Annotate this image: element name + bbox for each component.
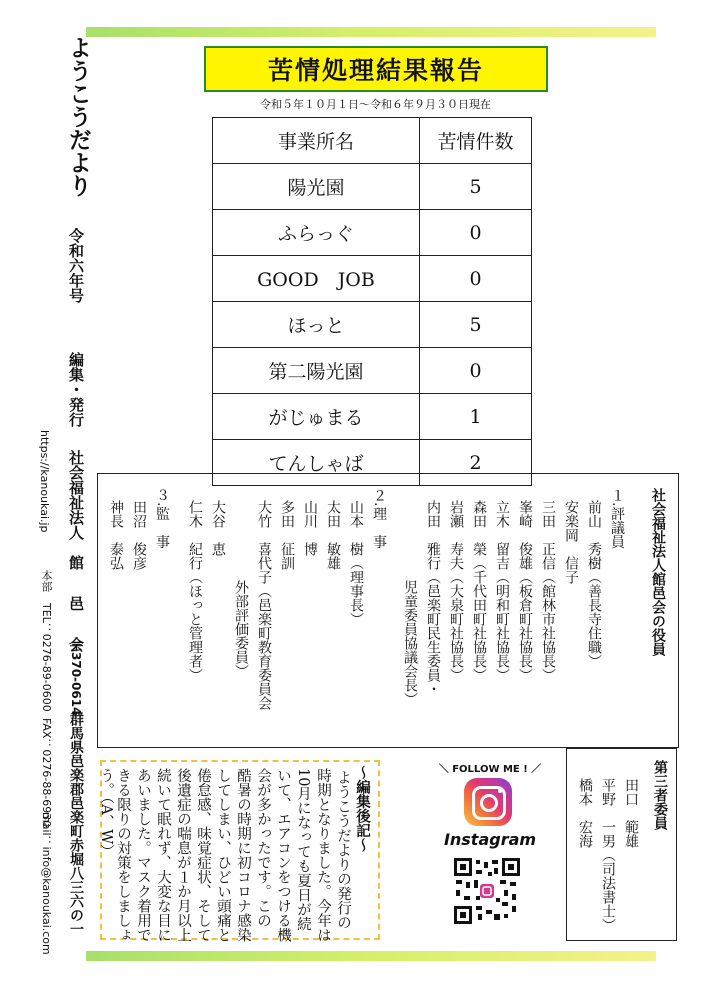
address: 群馬県邑楽郡邑楽町赤堀八三六の一 xyxy=(68,712,84,936)
third-party-member: 田口 範雄 xyxy=(623,778,639,848)
member-line: 山本 樹（理事長） xyxy=(348,500,364,626)
postal-code: 〒370-0614 xyxy=(69,640,83,716)
complaint-count: 0 xyxy=(420,210,532,256)
report-title-box xyxy=(204,46,548,92)
note-line: う。（A、W） xyxy=(98,768,114,859)
member-line: 神長 泰弘 xyxy=(108,500,124,570)
facility-name: ふらっぐ xyxy=(213,210,420,256)
complaint-count: 2 xyxy=(420,440,532,486)
facility-name: がじゅまる xyxy=(213,394,420,440)
table-row xyxy=(213,164,532,210)
note-line: ようこうだよりの発行の xyxy=(335,770,351,930)
follow-slash-left: ＼ xyxy=(438,764,453,775)
note-line: 続いて眠れず、大変な目に xyxy=(155,768,171,942)
third-party-member: 平野 一男（司法書士） xyxy=(600,778,616,932)
note-line: 後遺症の喘息が１か月以上 xyxy=(175,768,191,942)
qr-code-icon[interactable] xyxy=(454,858,520,924)
table-row xyxy=(213,210,532,256)
follow-me-label: FOLLOW ME ! xyxy=(452,764,528,775)
issue-label: 令和六年号 xyxy=(67,228,85,303)
table-row xyxy=(213,394,532,440)
top-decor-bar xyxy=(86,27,656,37)
note-line: 倦怠感、味覚症状、そして xyxy=(195,768,211,942)
follow-me-text xyxy=(432,760,548,775)
tel-number: TEL：0276-89-0600 xyxy=(40,603,53,712)
note-line: 会が多かったです。この xyxy=(255,768,271,928)
report-title: 苦情処理結果報告 xyxy=(267,56,484,85)
complaint-count: 5 xyxy=(420,164,532,210)
follow-slash-right: ／ xyxy=(527,764,542,775)
report-period: 令和５年１０月１日～令和６年９月３０日現在 xyxy=(260,98,491,111)
member-line: 森田 榮（千代田町社協長） xyxy=(471,500,487,682)
facility-name: てんしゃば xyxy=(213,440,420,486)
complaint-count: 1 xyxy=(420,394,532,440)
note-line: 酷暑の時期に初コロナ感染 xyxy=(235,768,251,942)
editor-note-heading: ～編集後記～ xyxy=(354,765,370,852)
note-line: 時期となりました。今年は xyxy=(315,768,331,942)
note-line: あいました。マスク着用で xyxy=(135,768,151,942)
member-line: 児童委員協議会長） xyxy=(402,580,418,706)
member-line: ２.理 事 xyxy=(371,488,387,549)
note-line: きる限りの対策をしましょ xyxy=(115,768,131,942)
publisher-name: 館 邑 会 xyxy=(67,555,85,656)
member-line: 多田 征訓 xyxy=(279,500,295,570)
member-line: 外部評価委員） xyxy=(233,580,249,678)
third-party-member: 橋本 宏海 xyxy=(577,778,593,848)
complaint-count: 5 xyxy=(420,302,532,348)
mail-address[interactable]: mail：info@kanoukai.com xyxy=(40,812,53,955)
website-url[interactable]: https://kanoukai.jp xyxy=(38,430,51,533)
table-row xyxy=(213,256,532,302)
member-line: 三田 正信（館林市社協長） xyxy=(540,500,556,682)
member-line: 田沼 俊彦 xyxy=(131,500,147,570)
note-line: いて、エアコンをつける機 xyxy=(275,768,291,942)
member-line: 岩瀬 寿夫（大泉町社協長） xyxy=(448,500,464,682)
member-line: 峯崎 俊雄（板倉町社協長） xyxy=(517,500,533,682)
member-line: 立木 留吉（明和町社協長） xyxy=(494,500,510,682)
fax-number: FAX：0276-88-6930 xyxy=(40,718,53,828)
table-row xyxy=(213,348,532,394)
members-heading: 社会福祉法人館邑会の役員 xyxy=(650,488,666,656)
facility-name: 第二陽光園 xyxy=(213,348,420,394)
instagram-icon[interactable] xyxy=(464,778,512,826)
complaint-table xyxy=(212,117,532,486)
facility-name: ほっと xyxy=(213,302,420,348)
member-line: 内田 雅行（邑楽町民生委員・ xyxy=(425,500,441,696)
header-count: 苦情件数 xyxy=(420,118,532,164)
third-party-heading: 第三者委員 xyxy=(652,760,668,830)
instagram-wordmark: Instagram xyxy=(443,830,537,849)
member-line: １.評議員 xyxy=(609,488,625,549)
facility-name: GOOD JOB xyxy=(213,256,420,302)
member-line: ３.監 事 xyxy=(154,488,170,549)
header-facility: 事業所名 xyxy=(213,118,420,164)
honbu-label: 本部 xyxy=(40,570,53,592)
member-line: 前山 秀樹（善長寺住職） xyxy=(586,500,602,668)
complaint-count: 0 xyxy=(420,348,532,394)
member-line: 大竹 喜代子（邑楽町教育委員会 xyxy=(256,500,272,710)
note-line: 10月になっても夏日が続 xyxy=(295,768,311,932)
table-row xyxy=(213,302,532,348)
bottom-decor-bar xyxy=(86,951,656,961)
note-line: してしまい、ひどい頭痛と xyxy=(215,768,231,942)
complaint-count: 0 xyxy=(420,256,532,302)
member-line: 安楽岡 信子 xyxy=(563,500,579,584)
member-line: 仁木 紀行（ほっと管理者） xyxy=(187,500,203,682)
member-line: 山川 博 xyxy=(302,500,318,556)
publisher-label: 編集・発行 xyxy=(67,352,85,427)
publisher-org: 社会福祉法人 xyxy=(67,450,85,540)
table-header-row xyxy=(213,118,532,164)
member-line: 太田 敏雄 xyxy=(325,500,341,570)
member-line: 大谷 恵 xyxy=(210,500,226,556)
newsletter-title: ようこうだより xyxy=(65,36,91,197)
facility-name: 陽光園 xyxy=(213,164,420,210)
